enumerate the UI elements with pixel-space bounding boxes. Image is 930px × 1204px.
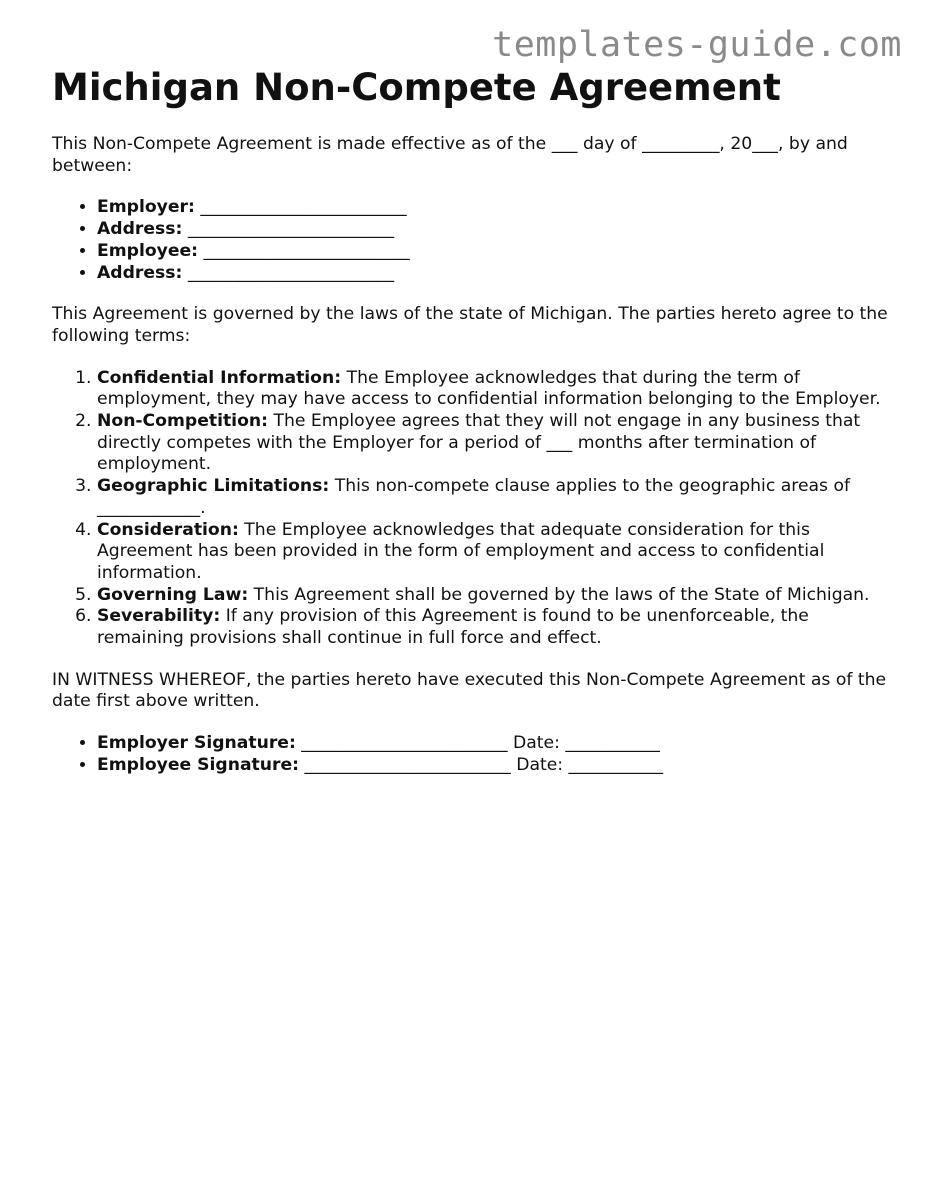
- party-employer-address: [97, 219, 892, 241]
- governing-paragraph: This Agreement is governed by the laws of the state of Michigan. The parties hereto agree to the following terms:: [52, 304, 888, 346]
- party-label: Address:: [97, 219, 183, 240]
- term-text: The Employee agrees that they will not engage in any business that directly competes with the Employer for a period of ___ months after termination of employment.: [97, 411, 861, 475]
- term-consideration: [97, 520, 892, 585]
- party-label: Address:: [97, 262, 183, 283]
- signature-blank: ________________________ Date: ___________: [299, 754, 664, 775]
- witness-paragraph: IN WITNESS WHEREOF, the parties hereto have executed this Non-Compete Agreement as of the date first above written.: [52, 669, 887, 712]
- term-confidential-information: [97, 368, 892, 411]
- party-employee: [97, 241, 892, 263]
- party-employee-address: [97, 263, 892, 285]
- term-text: This Agreement shall be governed by the laws of the State of Michigan.: [248, 584, 870, 605]
- signature-blank: ________________________ Date: ___________: [295, 733, 660, 754]
- party-label: Employee:: [97, 240, 199, 261]
- term-text: The Employee acknowledges that during the term of employment, they may have access to confidential information belonging to the Employer.: [97, 367, 881, 410]
- parties-list: [52, 197, 892, 284]
- watermark: templates-guide.com: [492, 25, 902, 65]
- term-non-competition: [97, 411, 892, 476]
- party-blank: ________________________: [182, 262, 395, 283]
- term-label: Geographic Limitations:: [97, 476, 330, 497]
- signature-label: Employee Signature:: [97, 754, 300, 775]
- party-label: Employer:: [97, 197, 195, 218]
- document-title: Michigan Non-Compete Agreement: [52, 66, 781, 109]
- term-label: Governing Law:: [97, 584, 249, 605]
- term-severability: [97, 606, 892, 649]
- term-text: This non-compete clause applies to the geographic areas of ____________.: [97, 476, 851, 518]
- document-page: [52, 66, 892, 777]
- signature-employee: [97, 755, 892, 777]
- term-text: If any provision of this Agreement is found to be unenforceable, the remaining provisions shall continue in full force and effect.: [97, 606, 809, 649]
- term-geographic-limitations: [97, 476, 892, 519]
- party-blank: ________________________: [182, 219, 395, 240]
- intro-paragraph: This Non-Compete Agreement is made effective as of the ___ day of _________, 20___, by and between:: [52, 134, 848, 176]
- term-label: Confidential Information:: [97, 367, 342, 388]
- signature-employer: [97, 733, 892, 755]
- term-governing-law: [97, 585, 892, 607]
- signature-label: Employer Signature:: [97, 733, 296, 754]
- term-text: The Employee acknowledges that adequate consideration for this Agreement has been provided in the form of employment and access to confidential information.: [97, 519, 825, 583]
- signatures-list: [52, 733, 892, 776]
- party-blank: ________________________: [194, 197, 407, 218]
- terms-list: [52, 368, 892, 650]
- term-label: Consideration:: [97, 519, 239, 540]
- party-blank: ________________________: [198, 240, 410, 261]
- term-label: Non-Competition:: [97, 411, 268, 432]
- term-label: Severability:: [97, 606, 221, 627]
- party-employer: [97, 197, 892, 219]
